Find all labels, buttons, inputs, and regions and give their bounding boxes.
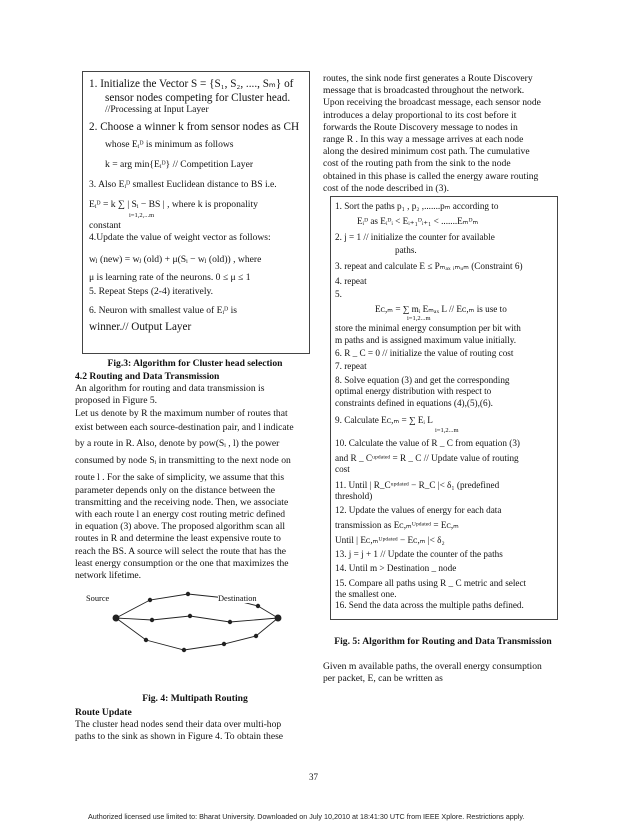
fig3-line: wⱼ (new) = wⱼ (old) + μ(Sᵢ − wⱼ (old)) , where — [89, 254, 262, 266]
fig3-line: k = arg min{Eᵢᴰ} // Competition Layer — [105, 159, 254, 171]
relay-node — [148, 598, 152, 602]
body-line: consumed by node Sᵢ in transmitting to the next node on — [75, 455, 291, 467]
page-number: 37 — [309, 772, 318, 782]
fig5-line: Until | Eᴄ,ₘᵁᵖᵈᵃᵗᵉᵈ − Eᴄ,ₘ |< δ₂ — [335, 535, 445, 546]
fig3-line: //Processing at Input Layer — [105, 104, 209, 116]
fig3-algorithm-text — [89, 78, 305, 333]
body-line: transmitting and the receiving node. Then, we associate — [75, 496, 289, 508]
relay-node — [222, 642, 226, 646]
fig5-line: 12. Update the values of energy for each data — [335, 504, 502, 515]
body-line: forwards the Route Discovery message to nodes in — [323, 121, 518, 133]
fig5-line: transmission as Eᴄ,ₘᵁᵖᵈᵃᵗᵉᵈ = Eᴄ,ₘ — [335, 519, 459, 530]
body-line: per packet, E, can be written as — [323, 673, 443, 685]
body-line: The cluster head nodes send their data over multi-hop — [75, 719, 282, 731]
left-column-text — [75, 371, 315, 582]
body-line: proposed in Figure 5. — [75, 395, 158, 407]
fig3-line: 2. Choose a winner k from sensor nodes as CH — [89, 120, 300, 133]
body-line: parameter depends only on the distance between the — [75, 484, 276, 496]
right-column-text — [323, 73, 563, 195]
body-line: cost of the node described in (3). — [323, 182, 450, 194]
fig3-line: winner.// Output Layer — [89, 320, 192, 333]
fig5-line: 11. Until | R_Cᵘᵖᵈᵃᵗᵉᵈ − R_C |< δ₁ (predefined — [335, 479, 500, 490]
body-line: Given m available paths, the overall energy consumption — [323, 661, 542, 672]
fig3-line: 1. Initialize the Vector S = {S₁, S₂, ...., Sₘ} of — [89, 78, 294, 90]
fig5-line: Eᴄ,ₘ = ∑ mᵢ Eₘₐₓ L // Eᴄ,ₘ is use to — [375, 303, 507, 314]
body-line: in equation (3) above. The proposed algorithm scan all — [75, 521, 286, 533]
route-update-heading: Route Update — [75, 707, 132, 718]
fig5-line: optimal energy distribution with respect to — [335, 386, 492, 397]
body-line: by a route in R. Also, denote by pow(Sᵢ , l) the power — [75, 438, 280, 450]
fig5-line: 5. — [335, 289, 342, 300]
fig5-line: i=1,2...m — [435, 426, 459, 434]
relay-node — [256, 604, 260, 608]
fig5-line: 2. j = 1 // initialize the counter for available — [335, 231, 495, 242]
body-line: exist between each source-destination pair, and l indicate — [75, 421, 294, 433]
body-line: range R . In this way a message arrives at each node — [323, 134, 524, 146]
fig5-line: 4. repeat — [335, 276, 367, 287]
fig5-line: m paths and is assigned maximum value initially. — [335, 334, 517, 345]
fig3-caption: Fig.3: Algorithm for Cluster head selection — [107, 358, 283, 369]
body-line: least energy consumption or the one that maximizes the — [75, 557, 289, 569]
body-line: with each route l an energy cost routing metric defined — [75, 509, 286, 521]
fig3-line: 6. Neuron with smallest value of Eᵢᴰ is — [89, 304, 237, 316]
fig5-line: i=1,2...m — [407, 315, 431, 323]
fig4-destination-label: Destination — [218, 594, 257, 603]
fig3-line: i=1,2,...m — [129, 211, 155, 219]
license-footer: Authorized licensed use limited to: Bharat University. Downloaded on July 10,2010 at 18:41:30 UTC from IEEE Xplore. Restrictions apply. — [88, 812, 525, 821]
fig5-line: 16. Send the data across the multiple paths defined. — [335, 600, 524, 611]
body-line: network lifetime. — [75, 570, 142, 582]
section-heading: 4.2 Routing and Data Transmission — [75, 371, 220, 382]
relay-node — [144, 638, 148, 642]
fig4-source-label: Source — [86, 594, 110, 603]
fig5-line: and R _ Cᵘᵖᵈᵃᵗᵉᵈ = R _ C // Update value of routing — [335, 452, 519, 463]
body-line: along the desired minimum cost path. The cumulative — [323, 146, 530, 158]
body-line: message that is broadcasted throughout the network. — [323, 85, 525, 97]
fig5-algorithm-text — [335, 201, 555, 612]
fig3-line: 5. Repeat Steps (2-4) iteratively. — [89, 286, 214, 298]
fig5-line: Eᵢᴰ as Eᵢᴰᵢ < Eᵢ₊₁ᴰᵢ₊₁ < .......Eₘᴰₘ — [357, 216, 479, 227]
fig5-line: 6. R _ C = 0 // initialize the value of routing cost — [335, 348, 514, 359]
relay-node — [188, 614, 192, 618]
fig5-line: 7. repeat — [335, 361, 367, 372]
relay-node — [150, 618, 154, 622]
fig5-line: 14. Until m > Destination _ node — [335, 563, 457, 574]
relay-node — [228, 620, 232, 624]
fig5-line: 10. Calculate the value of R _ C from equation (3) — [335, 437, 520, 448]
relay-node — [186, 592, 190, 596]
body-line: reach the BS. A source will select the route that has the — [75, 545, 287, 557]
fig5-line: 3. repeat and calculate E ≤ Pₘₐₓ ᵢₘᵤₘ (Constraint 6) — [335, 260, 523, 271]
fig5-line: constraints defined in equations (4),(5),(6). — [335, 397, 493, 408]
fig5-line: paths. — [395, 245, 417, 256]
body-line: cost of the routing path from the sink to the node — [323, 158, 511, 170]
right-column-closing-text — [323, 661, 563, 685]
body-line: An algorithm for routing and data transmission is — [75, 383, 265, 395]
fig3-line: 4.Update the value of weight vector as follows: — [89, 231, 271, 243]
fig3-line: whose Eᵢᴰ is minimum as follows — [105, 138, 234, 150]
route-path-3 — [116, 618, 278, 650]
fig5-line: 15. Compare all paths using R _ C metric and select — [335, 577, 527, 588]
relay-node — [182, 648, 186, 652]
fig5-caption: Fig. 5: Algorithm for Routing and Data Transmission — [334, 636, 552, 647]
route-path-2 — [116, 616, 278, 622]
fig5-line: 8. Solve equation (3) and get the corresponding — [335, 374, 510, 385]
body-line: introduces a delay proportional to its cost before it — [323, 109, 517, 121]
fig3-line: 3. Also Eᵢᴰ smallest Euclidean distance to BS i.e. — [89, 179, 277, 191]
body-line: routes in R and determine the least expensive route to — [75, 533, 281, 545]
multipath-routing-figure — [80, 580, 310, 670]
left-column-route-update — [75, 707, 315, 744]
fig3-line: constant — [89, 219, 121, 231]
body-line: Let us denote by R the maximum number of routes that — [75, 407, 288, 419]
fig5-line: 1. Sort the paths p₁ , p₂ ,.......pₘ according to — [335, 201, 499, 211]
fig5-line: the smallest one. — [335, 588, 397, 599]
body-line: route l . For the sake of simplicity, we assume that this — [75, 472, 285, 484]
body-line: obtained in this phase is called the energy aware routing — [323, 170, 539, 182]
fig3-line: sensor nodes competing for Cluster head. — [105, 92, 291, 105]
fig3-line: μ is learning rate of the neurons. 0 ≤ μ ≤ 1 — [89, 272, 251, 284]
fig5-line: threshold) — [335, 491, 373, 502]
fig5-line: store the minimal energy consumption per bit with — [335, 323, 521, 334]
fig3-line: Eᵢᴰ = k ∑ | Sᵢ − BS | , where k is proponality — [89, 199, 258, 211]
fig5-line: 9. Calculate Eᴄ,ₘ = ∑ Eᵢ L — [335, 415, 433, 426]
fig5-line: 13. j = j + 1 // Update the counter of the paths — [335, 548, 503, 559]
fig5-line: cost — [335, 464, 350, 475]
body-line: paths to the sink as shown in Figure 4. To obtain these — [75, 731, 284, 743]
fig4-caption: Fig. 4: Multipath Routing — [142, 693, 248, 704]
relay-node — [254, 634, 258, 638]
body-line: routes, the sink node first generates a Route Discovery — [323, 73, 533, 84]
body-line: Upon receiving the broadcast message, each sensor node — [323, 97, 541, 109]
